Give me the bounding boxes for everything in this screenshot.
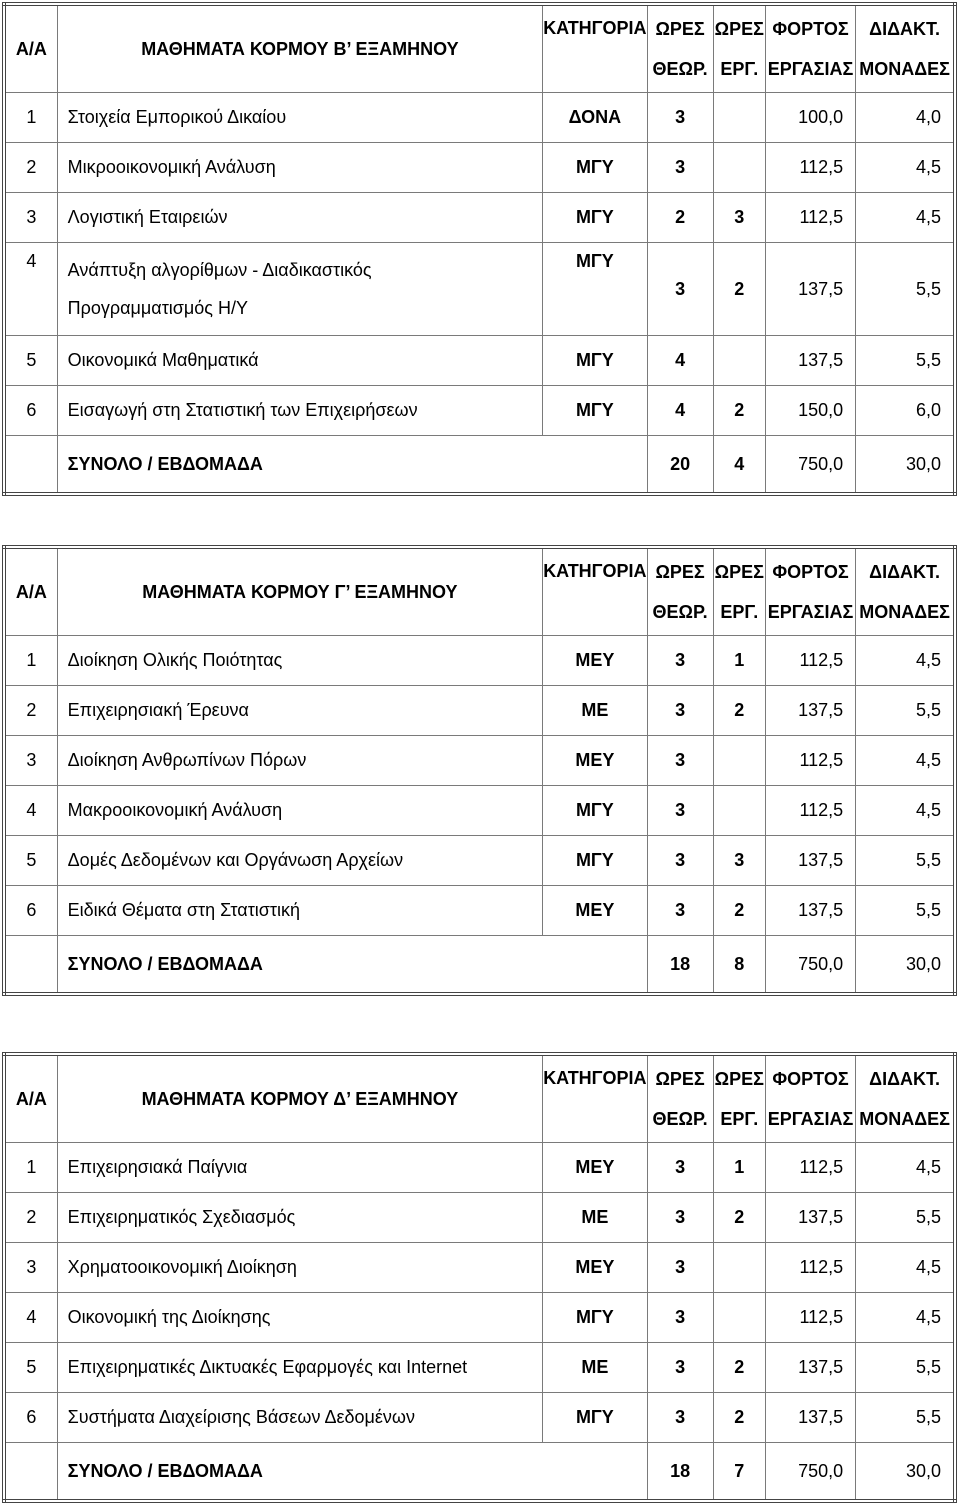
- course-category: ΜΕ: [543, 686, 647, 736]
- course-category: ΜΕΥ: [543, 736, 647, 786]
- course-category: ΜΓΥ: [543, 243, 647, 336]
- course-name: Ειδικά Θέματα στη Στατιστική: [57, 886, 543, 936]
- workload: 112,5: [765, 786, 855, 836]
- theory-hours: 3: [647, 686, 713, 736]
- course-name: Επιχειρησιακή Έρευνα: [57, 686, 543, 736]
- workload: 137,5: [765, 686, 855, 736]
- row-number: 5: [4, 336, 57, 386]
- total-ects: 30,0: [856, 936, 955, 995]
- header-category: [543, 4, 647, 93]
- header-lab-line2: ΕΡΓ.: [720, 59, 759, 79]
- header-load-line2: ΕΡΓΑΣΙΑΣ: [767, 1109, 854, 1129]
- table-row: [4, 143, 955, 193]
- workload: 137,5: [765, 886, 855, 936]
- table-row: [4, 336, 955, 386]
- theory-hours: 3: [647, 93, 713, 143]
- header-lab-hours: [713, 1054, 765, 1143]
- header-load-line1: ΦΟΡΤΟΣ: [772, 19, 849, 39]
- header-load-line1: ΦΟΡΤΟΣ: [772, 1069, 849, 1089]
- semester-b-table: [2, 2, 957, 496]
- table-row: [4, 1243, 955, 1293]
- total-workload: 750,0: [765, 1443, 855, 1502]
- row-number: 6: [4, 386, 57, 436]
- ects: 4,5: [856, 786, 955, 836]
- lab-hours: [713, 93, 765, 143]
- total-label: ΣΥΝΟΛΟ / ΕΒΔΟΜΑΔΑ: [57, 936, 647, 995]
- total-row: [4, 1443, 955, 1502]
- workload: 112,5: [765, 193, 855, 243]
- workload: 100,0: [765, 93, 855, 143]
- row-number: 1: [4, 93, 57, 143]
- header-lab-line2: ΕΡΓ.: [720, 1109, 759, 1129]
- course-name: Μακροοικονομική Ανάλυση: [57, 786, 543, 836]
- total-empty-cell: [4, 436, 57, 495]
- workload: 137,5: [765, 1193, 855, 1243]
- lab-hours: 1: [713, 1143, 765, 1193]
- theory-hours: 3: [647, 886, 713, 936]
- total-workload: 750,0: [765, 936, 855, 995]
- table-header: [4, 4, 955, 93]
- ects: 4,5: [856, 636, 955, 686]
- header-theory-line1: ΩΡΕΣ: [655, 1069, 705, 1089]
- course-name-line2: Προγραμματισμός Η/Υ: [67, 298, 248, 318]
- header-ects: [856, 547, 955, 636]
- row-number: 5: [4, 836, 57, 886]
- row-number: 2: [4, 143, 57, 193]
- header-workload: [765, 547, 855, 636]
- row-number: 1: [4, 1143, 57, 1193]
- course-category: ΜΕΥ: [543, 886, 647, 936]
- workload: 112,5: [765, 636, 855, 686]
- semester-title: ΜΑΘΗΜΑΤΑ ΚΟΡΜΟΥ Γ’ ΕΞΑΜΗΝΟΥ: [57, 547, 543, 636]
- row-number: 1: [4, 636, 57, 686]
- total-theory-hours: 18: [647, 1443, 713, 1502]
- workload: 112,5: [765, 736, 855, 786]
- header-ects-line1: ΔΙΔΑΚΤ.: [869, 562, 941, 582]
- course-name: Δομές Δεδομένων και Οργάνωση Αρχείων: [57, 836, 543, 886]
- table-row: [4, 636, 955, 686]
- header-workload: [765, 4, 855, 93]
- header-ects: [856, 4, 955, 93]
- course-category: ΜΕΥ: [543, 636, 647, 686]
- theory-hours: 3: [647, 786, 713, 836]
- header-theory-hours: [647, 547, 713, 636]
- table-row: [4, 736, 955, 786]
- lab-hours: [713, 336, 765, 386]
- row-number: 6: [4, 1393, 57, 1443]
- ects: 5,5: [856, 243, 955, 336]
- theory-hours: 3: [647, 1393, 713, 1443]
- row-number: 3: [4, 1243, 57, 1293]
- total-ects: 30,0: [856, 1443, 955, 1502]
- course-category: ΜΕ: [543, 1343, 647, 1393]
- course-name: Στοιχεία Εμπορικού Δικαίου: [57, 93, 543, 143]
- theory-hours: 4: [647, 386, 713, 436]
- theory-hours: 2: [647, 193, 713, 243]
- ects: 5,5: [856, 836, 955, 886]
- theory-hours: 3: [647, 143, 713, 193]
- header-load-line1: ΦΟΡΤΟΣ: [772, 562, 849, 582]
- ects: 4,5: [856, 736, 955, 786]
- header-category: [543, 1054, 647, 1143]
- theory-hours: 3: [647, 1293, 713, 1343]
- course-name: Χρηματοοικονομική Διοίκηση: [57, 1243, 543, 1293]
- course-category: ΜΕΥ: [543, 1143, 647, 1193]
- lab-hours: 2: [713, 243, 765, 336]
- table-row: [4, 836, 955, 886]
- course-name: Επιχειρησιακά Παίγνια: [57, 1143, 543, 1193]
- semester-d-table: [2, 1052, 957, 1503]
- header-aa: Α/Α: [4, 4, 57, 93]
- lab-hours: 3: [713, 193, 765, 243]
- table-row: [4, 886, 955, 936]
- header-theory-hours: [647, 4, 713, 93]
- ects: 6,0: [856, 386, 955, 436]
- course-name: Διοίκηση Ολικής Ποιότητας: [57, 636, 543, 686]
- course-name: Επιχειρηματικές Δικτυακές Εφαρμογές και Internet: [57, 1343, 543, 1393]
- workload: 137,5: [765, 1393, 855, 1443]
- workload: 112,5: [765, 1143, 855, 1193]
- table-row: [4, 243, 955, 336]
- lab-hours: [713, 1243, 765, 1293]
- theory-hours: 3: [647, 836, 713, 886]
- table-row: [4, 93, 955, 143]
- header-ects-line2: ΜΟΝΑΔΕΣ: [859, 1109, 950, 1129]
- header-load-line2: ΕΡΓΑΣΙΑΣ: [767, 602, 854, 622]
- table-row: [4, 1343, 955, 1393]
- header-ects-line2: ΜΟΝΑΔΕΣ: [859, 602, 950, 622]
- row-number: 4: [4, 786, 57, 836]
- header-category-label: ΚΑΤΗΓΟΡΙΑ: [543, 18, 647, 38]
- table-row: [4, 686, 955, 736]
- course-name: Λογιστική Εταιρειών: [57, 193, 543, 243]
- row-number: 3: [4, 736, 57, 786]
- row-number: 2: [4, 1193, 57, 1243]
- total-lab-hours: 4: [713, 436, 765, 495]
- course-name: Συστήματα Διαχείρισης Βάσεων Δεδομένων: [57, 1393, 543, 1443]
- table-header: [4, 1054, 955, 1143]
- course-category: ΜΓΥ: [543, 836, 647, 886]
- workload: 137,5: [765, 836, 855, 886]
- table-row: [4, 1193, 955, 1243]
- ects: 5,5: [856, 686, 955, 736]
- course-category: ΔΟΝΑ: [543, 93, 647, 143]
- workload: 112,5: [765, 1243, 855, 1293]
- course-name: Οικονομικά Μαθηματικά: [57, 336, 543, 386]
- course-name: Επιχειρηματικός Σχεδιασμός: [57, 1193, 543, 1243]
- lab-hours: 2: [713, 1343, 765, 1393]
- header-category: [543, 547, 647, 636]
- lab-hours: 3: [713, 836, 765, 886]
- lab-hours: [713, 1293, 765, 1343]
- theory-hours: 3: [647, 243, 713, 336]
- workload: 112,5: [765, 1293, 855, 1343]
- total-ects: 30,0: [856, 436, 955, 495]
- header-lab-hours: [713, 547, 765, 636]
- total-row: [4, 936, 955, 995]
- row-number: 4: [4, 243, 57, 336]
- header-theory-line1: ΩΡΕΣ: [655, 19, 705, 39]
- header-ects-line1: ΔΙΔΑΚΤ.: [869, 1069, 941, 1089]
- lab-hours: 2: [713, 386, 765, 436]
- header-theory-line2: ΘΕΩΡ.: [652, 602, 708, 622]
- semester-c-table: [2, 545, 957, 996]
- lab-hours: 1: [713, 636, 765, 686]
- course-category: ΜΓΥ: [543, 336, 647, 386]
- course-name: Διοίκηση Ανθρωπίνων Πόρων: [57, 736, 543, 786]
- header-ects-line2: ΜΟΝΑΔΕΣ: [859, 59, 950, 79]
- course-category: ΜΓΥ: [543, 786, 647, 836]
- header-theory-line1: ΩΡΕΣ: [655, 562, 705, 582]
- total-empty-cell: [4, 1443, 57, 1502]
- course-category: ΜΕΥ: [543, 1243, 647, 1293]
- table-row: [4, 1293, 955, 1343]
- row-number: 2: [4, 686, 57, 736]
- table-row: [4, 1393, 955, 1443]
- theory-hours: 3: [647, 636, 713, 686]
- total-label: ΣΥΝΟΛΟ / ΕΒΔΟΜΑΔΑ: [57, 1443, 647, 1502]
- theory-hours: 3: [647, 1143, 713, 1193]
- workload: 137,5: [765, 243, 855, 336]
- course-category: ΜΓΥ: [543, 1293, 647, 1343]
- theory-hours: 3: [647, 1343, 713, 1393]
- header-category-label: ΚΑΤΗΓΟΡΙΑ: [543, 1068, 647, 1088]
- header-load-line2: ΕΡΓΑΣΙΑΣ: [767, 59, 854, 79]
- theory-hours: 3: [647, 1243, 713, 1293]
- semester-title: ΜΑΘΗΜΑΤΑ ΚΟΡΜΟΥ Β’ ΕΞΑΜΗΝΟΥ: [57, 4, 543, 93]
- ects: 4,0: [856, 93, 955, 143]
- course-category: ΜΕ: [543, 1193, 647, 1243]
- course-name: Εισαγωγή στη Στατιστική των Επιχειρήσεων: [57, 386, 543, 436]
- theory-hours: 3: [647, 1193, 713, 1243]
- course-category: ΜΓΥ: [543, 143, 647, 193]
- ects: 5,5: [856, 1193, 955, 1243]
- workload: 137,5: [765, 1343, 855, 1393]
- row-number: 6: [4, 886, 57, 936]
- total-lab-hours: 7: [713, 1443, 765, 1502]
- header-lab-hours: [713, 4, 765, 93]
- workload: 112,5: [765, 143, 855, 193]
- total-workload: 750,0: [765, 436, 855, 495]
- header-theory-hours: [647, 1054, 713, 1143]
- course-name: Μικροοικονομική Ανάλυση: [57, 143, 543, 193]
- course-name-line1: Ανάπτυξη αλγορίθμων - Διαδικαστικός: [67, 260, 372, 280]
- ects: 5,5: [856, 1343, 955, 1393]
- header-lab-line1: ΩΡΕΣ: [714, 19, 764, 39]
- lab-hours: 2: [713, 886, 765, 936]
- table-row: [4, 1143, 955, 1193]
- semester-title: ΜΑΘΗΜΑΤΑ ΚΟΡΜΟΥ Δ’ ΕΞΑΜΗΝΟΥ: [57, 1054, 543, 1143]
- course-name: Οικονομική της Διοίκησης: [57, 1293, 543, 1343]
- header-workload: [765, 1054, 855, 1143]
- lab-hours: 2: [713, 686, 765, 736]
- table-row: [4, 786, 955, 836]
- lab-hours: [713, 786, 765, 836]
- row-number: 3: [4, 193, 57, 243]
- ects: 4,5: [856, 1243, 955, 1293]
- ects: 4,5: [856, 143, 955, 193]
- lab-hours: [713, 736, 765, 786]
- ects: 5,5: [856, 1393, 955, 1443]
- ects: 5,5: [856, 886, 955, 936]
- header-theory-line2: ΘΕΩΡ.: [652, 59, 708, 79]
- table-row: [4, 386, 955, 436]
- header-aa: Α/Α: [4, 1054, 57, 1143]
- header-ects-line1: ΔΙΔΑΚΤ.: [869, 19, 941, 39]
- header-category-label: ΚΑΤΗΓΟΡΙΑ: [543, 561, 647, 581]
- total-empty-cell: [4, 936, 57, 995]
- ects: 4,5: [856, 1143, 955, 1193]
- workload: 150,0: [765, 386, 855, 436]
- course-category: ΜΓΥ: [543, 1393, 647, 1443]
- table-row: [4, 193, 955, 243]
- ects: 4,5: [856, 193, 955, 243]
- lab-hours: [713, 143, 765, 193]
- header-lab-line2: ΕΡΓ.: [720, 602, 759, 622]
- theory-hours: 3: [647, 736, 713, 786]
- theory-hours: 4: [647, 336, 713, 386]
- course-category: ΜΓΥ: [543, 193, 647, 243]
- ects: 4,5: [856, 1293, 955, 1343]
- total-theory-hours: 20: [647, 436, 713, 495]
- row-number: 4: [4, 1293, 57, 1343]
- total-lab-hours: 8: [713, 936, 765, 995]
- header-lab-line1: ΩΡΕΣ: [714, 1069, 764, 1089]
- workload: 137,5: [765, 336, 855, 386]
- total-label: ΣΥΝΟΛΟ / ΕΒΔΟΜΑΔΑ: [57, 436, 647, 495]
- header-ects: [856, 1054, 955, 1143]
- course-name: [57, 243, 543, 336]
- total-row: [4, 436, 955, 495]
- course-category: ΜΓΥ: [543, 386, 647, 436]
- table-header: [4, 547, 955, 636]
- row-number: 5: [4, 1343, 57, 1393]
- lab-hours: 2: [713, 1393, 765, 1443]
- ects: 5,5: [856, 336, 955, 386]
- header-theory-line2: ΘΕΩΡ.: [652, 1109, 708, 1129]
- header-aa: Α/Α: [4, 547, 57, 636]
- total-theory-hours: 18: [647, 936, 713, 995]
- lab-hours: 2: [713, 1193, 765, 1243]
- header-lab-line1: ΩΡΕΣ: [714, 562, 764, 582]
